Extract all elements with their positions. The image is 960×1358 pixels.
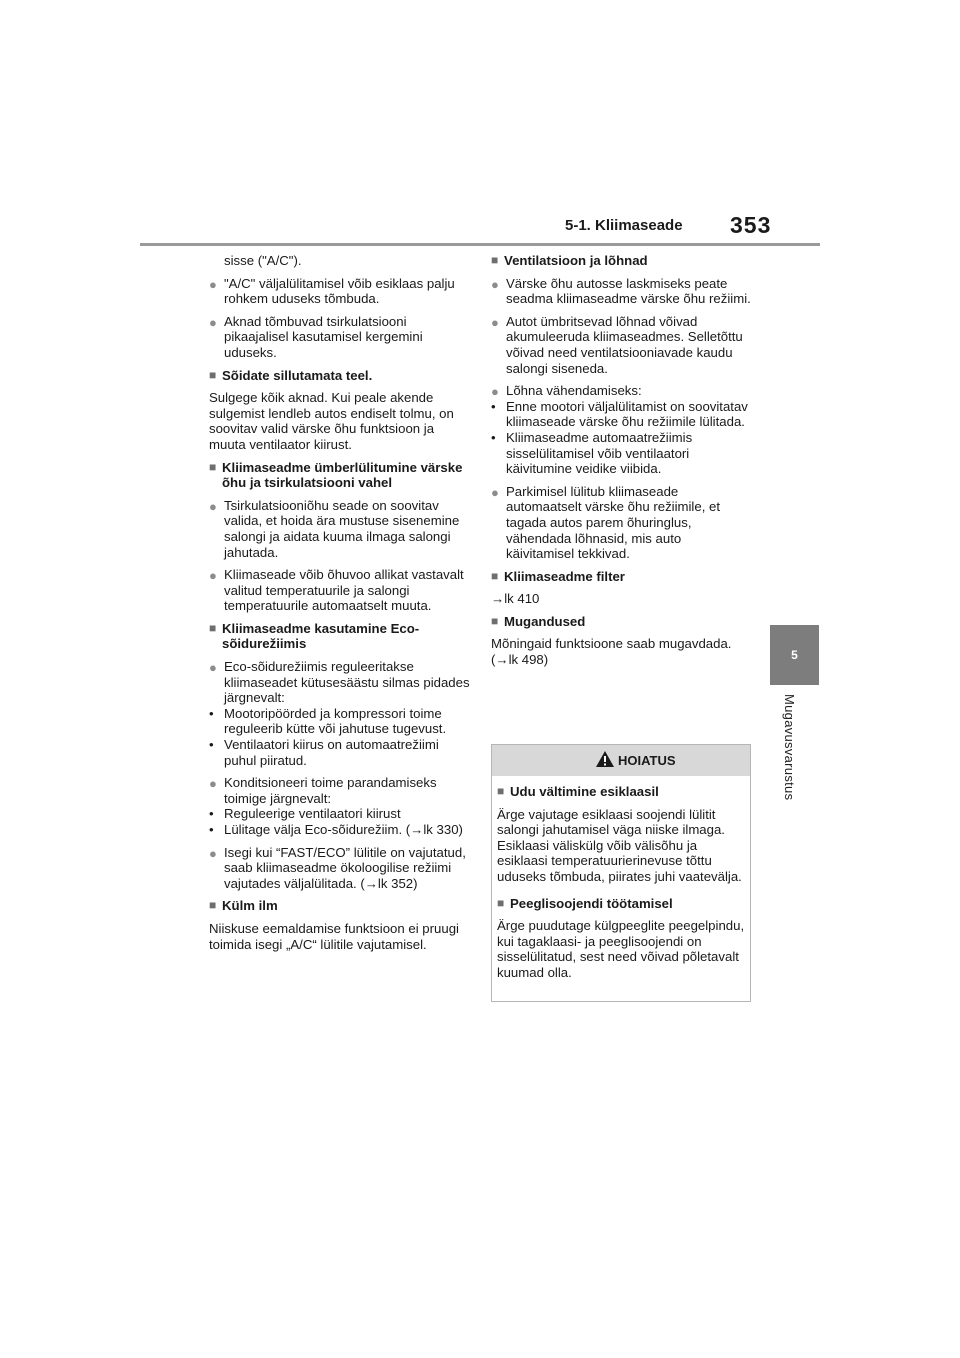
list-item: ● Lõhna vähendamiseks: • Enne mootori väljalülitamist on soovitatav kliimaseade värske õhu režiimile lülitada. • Kliimaseadme automaatrežiimis sisselülitamisel võib ventilaatori käivitumine veidike viibida. [491,383,753,477]
section-heading: ■ Kliimaseadme ümberlülitumine värske õhu ja tsirkulatsiooni vahel [209,459,463,491]
paragraph: Ärge puudutage külgpeeglite peegelpindu, kui tagaklaasi- ja peeglisoojendi on sisselülitatud, sest need võivad põletavalt kuumad olla. [497,918,745,980]
page-reference: →lk 410 [491,591,540,607]
heading-square-icon: ■ [497,895,505,910]
heading-square-icon: ■ [209,459,217,474]
list-item: ● Isegi kui “FAST/ECO” lülitile on vajutatud, saab kliimaseadme ökoloogilise režiimi vajutades väljalülitada. (→lk 352) [209,844,466,891]
list-item: ● Värske õhu autosse laskmiseks peate seadma kliimaseadme värske õhu režiimi. [491,275,751,307]
warning-triangle-icon [596,751,614,767]
left-column [209,253,471,959]
section-heading: ■ Mugandused [491,613,586,629]
heading-square-icon: ■ [491,253,499,267]
warning-title: HOIATUS [618,753,676,768]
section-heading: ■ Külm ilm [209,898,278,914]
bullet-circle-icon: ● [491,276,499,292]
chapter-label: Mugavusvarustus [782,694,797,801]
heading-square-icon: ■ [209,898,217,913]
list-item: ● "A/C" väljalülitamisel võib esiklaas palju rohkem uduseks tõmbuda. [209,275,455,307]
bullet-circle-icon: ● [209,314,217,330]
sub-item: • Ventilaatori kiirus on automaatrežiimi puhul piiratud. [209,737,439,768]
warning-body [492,776,750,981]
section-heading: ■ Kliimaseadme kasutamine Eco-sõidurežiimis [209,620,420,652]
section-heading: ■ Sõidate sillutamata teel. [209,367,373,383]
sub-item: • Reguleerige ventilaatori kiirust [209,806,401,822]
section-title: 5-1. Kliimaseade [565,217,683,234]
bullet-circle-icon: ● [209,498,217,514]
list-item: ● Tsirkulatsiooniõhu seade on soovitav valida, et hoida ära mustuse sisenemine salongi ja aidata kuuma ilmaga salongi jahutada. [209,497,460,560]
heading-square-icon: ■ [209,367,217,382]
paragraph: Sulgege kõik aknad. Kui peale akende sulgemist lendleb autos endiselt tolmu, on soovitav valid värske õhu funktsioon ja muuta ventilaator kiirust. [209,390,454,452]
bullet-circle-icon: ● [209,845,217,861]
heading-square-icon: ■ [491,568,499,583]
sub-item: • Kliimaseadme automaatrežiimis sisselülitamisel võib ventilaatori käivitumine veidike viibida. [491,429,693,477]
section-heading: ■ Kliimaseadme filter [491,568,625,584]
list-item: ● Parkimisel lülitub kliimaseade automaatselt värske õhu režiimile, et tagada autos parem õhuringlus, vähendada lõhnasid, mis auto käivitamisel tekkivad. [491,483,721,562]
heading-square-icon: ■ [491,613,499,628]
heading-square-icon: ■ [497,784,505,798]
bullet-circle-icon: ● [209,568,217,584]
bullet-circle-icon: ● [491,384,499,400]
warning-header [492,745,750,776]
sub-item: • Mootoripöörded ja kompressori toime reguleerib kütte või jahutuse tugevust. [209,705,447,737]
right-column [491,253,753,675]
bullet-circle-icon: ● [209,276,217,292]
bullet-circle-icon: ● [491,314,499,330]
section-heading: ■ Udu vältimine esiklaasil [497,784,659,799]
continued-text: sisse ("A/C"). [224,253,302,268]
heading-square-icon: ■ [209,620,217,635]
paragraph: Mõningaid funktsioone saab mugavdada. (→lk 498) [491,636,732,668]
bullet-circle-icon: ● [491,484,499,500]
paragraph: Ärge vajutage esiklaasi soojendi lülitit salongi jahutamisel väga niiske ilmaga. Esiklaasi väliskülg võib välisõhu ja esiklaasi temperatuurierinevuse tõttu uduseks tõmbuda, piirates juhi vaatevälja. [497,806,742,884]
page-number: 353 [730,212,772,238]
section-heading: ■ Ventilatsioon ja lõhnad [491,253,648,268]
list-item: ● Kliimaseade võib õhuvoo allikat vastavalt valitud temperatuurile ja salongi temperatuurile automaatselt muuta. [209,567,464,614]
bullet-circle-icon: ● [209,660,217,676]
section-heading: ■ Peeglisoojendi töötamisel [497,895,673,911]
sub-item: • Lülitage välja Eco-sõidurežiim. (→lk 330) [209,822,463,837]
header-divider [140,243,820,246]
chapter-tab: 5 [770,625,819,685]
bullet-circle-icon: ● [209,776,217,792]
warning-box [491,744,751,1002]
paragraph: Niiskuse eemaldamise funktsioon ei pruugi toimida isegi „A/C“ lülitile vajutamisel. [209,920,459,952]
list-item: ● Autot ümbritsevad lõhnad võivad akumuleeruda kliimaseadmes. Selletõttu võivad need ventilatsiooniavade kaudu salongi siseneda. [491,313,743,376]
list-item: ● Aknad tõmbuvad tsirkulatsiooni pikaajalisel kasutamisel kergemini uduseks. [209,313,423,360]
sub-item: • Enne mootori väljalülitamist on soovitatav kliimaseade värske õhu režiimile lülitada. [491,398,748,430]
list-item: ● Konditsioneeri toime parandamiseks toimige järgnevalt: • Reguleerige ventilaatori kiirust • Lülitage välja Eco-sõidurežiim. (→lk 330) [209,775,471,837]
list-item: ● Eco-sõidurežiimis reguleeritakse kliimaseadet kütusesäästu silmas pidades järgnevalt: • Mootoripöörded ja kompressori toime reguleerib kütte või jahutuse tugevust. • Ventilaatori kiirus on automaatrežiimi puhul piiratud. [209,659,470,768]
